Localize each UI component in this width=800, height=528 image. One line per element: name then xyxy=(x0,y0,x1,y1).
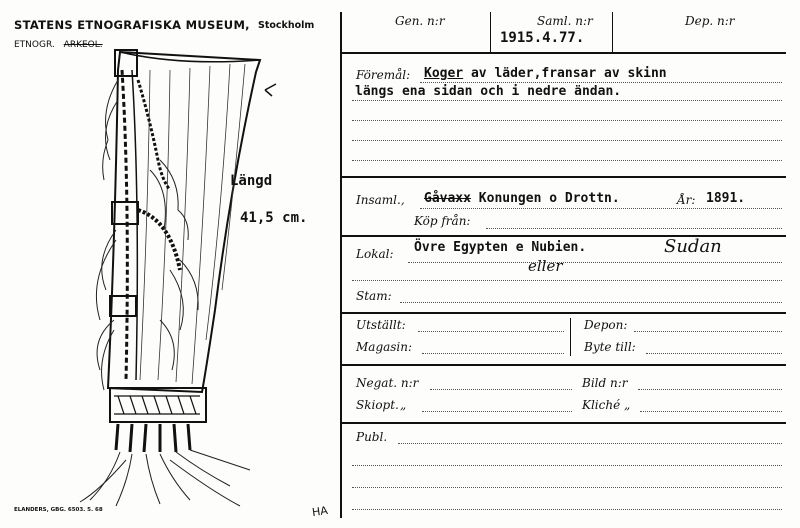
publ-dotline-3 xyxy=(352,487,782,488)
lokal-label: Lokal: xyxy=(356,247,394,261)
bild-dotline xyxy=(638,389,782,390)
depon-divider xyxy=(570,318,571,356)
byte-label: Byte till: xyxy=(584,340,636,354)
category-arkeol: ARKEOL. xyxy=(63,40,103,50)
utstallt-dotline xyxy=(418,331,564,332)
publ-dotline-2 xyxy=(352,465,782,466)
foremal-dotline-3 xyxy=(352,120,782,121)
ar-label: År: xyxy=(677,193,696,207)
ar-value: 1891. xyxy=(706,191,746,206)
kliche-dotline xyxy=(640,411,782,412)
negat-dotline xyxy=(430,389,572,390)
header-rule xyxy=(340,52,786,54)
publ-dotline-4 xyxy=(352,509,782,510)
kop-label: Köp från: xyxy=(414,214,471,228)
lokal-handwritten-2: eller xyxy=(528,257,563,275)
length-label: Längd xyxy=(230,173,273,189)
publ-dotline-1 xyxy=(398,443,782,444)
insaml-dotline xyxy=(420,208,782,209)
saml-number-label: Saml. n:r xyxy=(537,14,593,28)
printer-imprint: ELANDERS, GBG. 6503. 5. 68 xyxy=(14,507,103,513)
skiopt-ditto: „ xyxy=(400,398,407,412)
foremal-line-2: längs ena sidan och i nedre ändan. xyxy=(355,84,622,99)
insaml-struck: Gåvaxx xyxy=(424,191,471,206)
dep-number-label: Dep. n:r xyxy=(685,14,735,28)
foremal-dotline-2 xyxy=(352,100,782,101)
bild-label: Bild n:r xyxy=(582,376,628,390)
insaml-label: Insaml., xyxy=(356,193,405,207)
category-etnogr: ETNOGR. xyxy=(14,40,55,50)
lokal-dotline-1 xyxy=(408,262,782,263)
insaml-line xyxy=(424,191,620,206)
foremal-keyword: Koger xyxy=(424,66,464,81)
kop-dotline xyxy=(486,228,782,229)
foremal-dotline-5 xyxy=(352,160,782,161)
negat-label: Negat. n:r xyxy=(356,376,419,390)
skiopt-rule xyxy=(340,422,786,424)
length-value: 41,5 cm. xyxy=(240,210,308,226)
stam-label: Stam: xyxy=(356,289,392,303)
lokal-value: Övre Egypten e Nubien. xyxy=(414,240,587,255)
header-divider-1 xyxy=(490,12,491,52)
quiver-drawing xyxy=(60,40,280,510)
utstallt-label: Utställt: xyxy=(356,318,406,332)
kliche-label: Kliché xyxy=(582,398,621,412)
gen-number-label: Gen. n:r xyxy=(395,14,445,28)
publ-label: Publ. xyxy=(356,430,388,444)
skiopt-dotline xyxy=(422,411,572,412)
form-left-border xyxy=(340,12,342,518)
kliche-ditto: „ xyxy=(624,398,631,412)
stam-dotline xyxy=(400,302,782,303)
magasin-label: Magasin: xyxy=(356,340,413,354)
depon-label: Depon: xyxy=(584,318,628,332)
foremal-line-1 xyxy=(424,66,667,81)
magasin-dotline xyxy=(422,353,564,354)
header-divider-2 xyxy=(612,12,613,52)
foremal-dotline-1 xyxy=(420,82,782,83)
lokal-dotline-2 xyxy=(352,280,782,281)
magasin-rule xyxy=(340,364,786,366)
depon-dotline xyxy=(634,331,782,332)
foremal-dotline-4 xyxy=(352,140,782,141)
lokal-handwritten-1: Sudan xyxy=(664,236,722,257)
cataloger-initials: HA xyxy=(311,503,329,520)
skiopt-label: Skiopt. xyxy=(356,398,399,412)
foremal-rule xyxy=(340,176,786,178)
byte-dotline xyxy=(646,353,782,354)
saml-number-value: 1915.4.77. xyxy=(500,30,585,46)
foremal-label: Föremål: xyxy=(356,68,411,82)
foremal-text-1: av läder,fransar av skinn xyxy=(470,66,667,81)
insaml-value: Konungen o Drottn. xyxy=(478,191,620,206)
stam-rule xyxy=(340,312,786,314)
museum-name: STATENS ETNOGRAFISKA MUSEUM, xyxy=(14,18,250,32)
museum-city: Stockholm xyxy=(258,20,315,31)
